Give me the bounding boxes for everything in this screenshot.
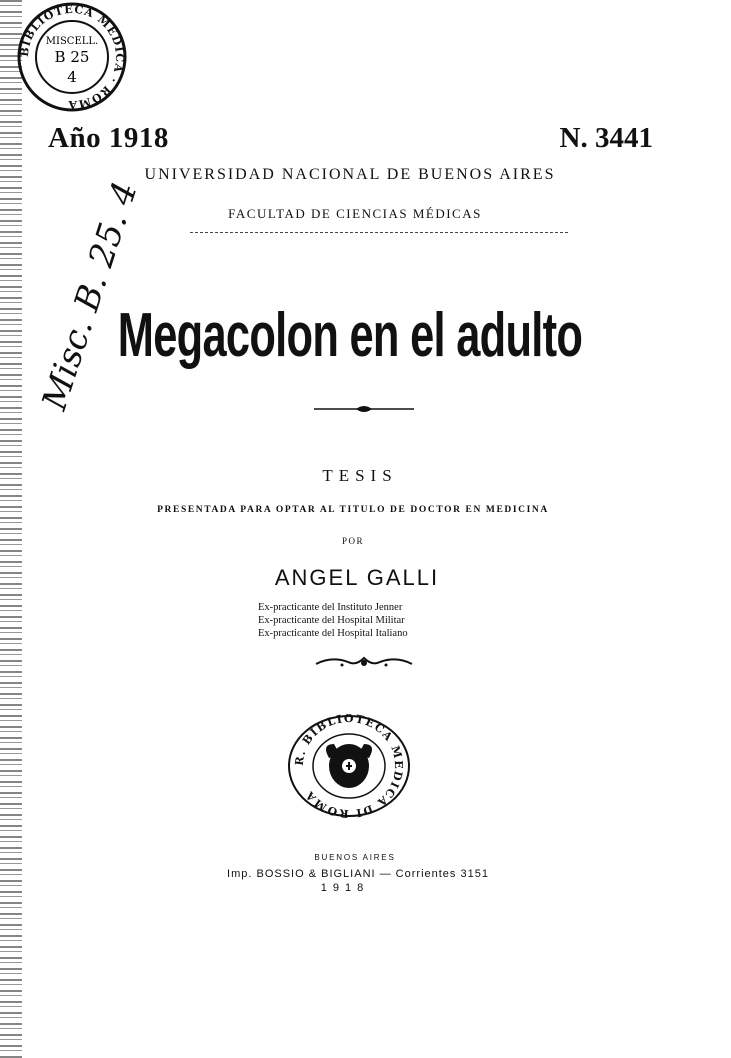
presented-for-line: PRESENTADA PARA OPTAR AL TITULO DE DOCTOR EN MEDICINA [157, 505, 549, 515]
divider-rule [190, 232, 568, 233]
imprint-printer: Imp. BOSSIO & BIGLIANI — Corrientes 3151 [227, 868, 489, 880]
credential-line: Ex-practicante del Instituto Jenner [258, 602, 403, 613]
library-stamp-top [14, 2, 130, 112]
year-label: Año 1918 [48, 122, 169, 154]
fleuron-ornament-icon [312, 654, 416, 670]
imprint-year: 1918 [320, 882, 370, 894]
stamp-top-ring-text: BIBLIOTECA MEDICA · ROMA [17, 2, 127, 112]
thesis-number: N. 3441 [559, 122, 653, 154]
faculty-name: FACULTAD DE CIENCIAS MÉDICAS [228, 206, 482, 221]
handwritten-note [22, 177, 146, 420]
ornament-divider-icon [312, 402, 416, 416]
thesis-title: Megacolon en el adulto [117, 301, 583, 370]
page-binding-edge [0, 0, 22, 1058]
library-stamp-center [286, 714, 412, 818]
thesis-label: TESIS [322, 466, 398, 485]
handwritten-note-text: Misc. B. 25. 4 [34, 177, 146, 415]
eagle-emblem-icon [326, 744, 372, 788]
stamp-top-line3: 4 [67, 68, 77, 86]
university-name: UNIVERSIDAD NACIONAL DE BUENOS AIRES [144, 166, 556, 183]
stamp-top-line1: MISCELL. [45, 36, 99, 47]
author-credentials [258, 601, 408, 640]
author-name: ANGEL GALLI [274, 565, 440, 590]
by-label: POR [341, 536, 364, 546]
imprint-city: BUENOS AIRES [314, 853, 396, 862]
credential-line: Ex-practicante del Hospital Italiano [258, 628, 408, 639]
stamp-top-line2: B 25 [54, 48, 90, 66]
credential-line: Ex-practicante del Hospital Militar [258, 615, 405, 626]
stamp-center-ring-text: R. BIBLIOTECA MEDICA DI ROMA [292, 714, 406, 818]
